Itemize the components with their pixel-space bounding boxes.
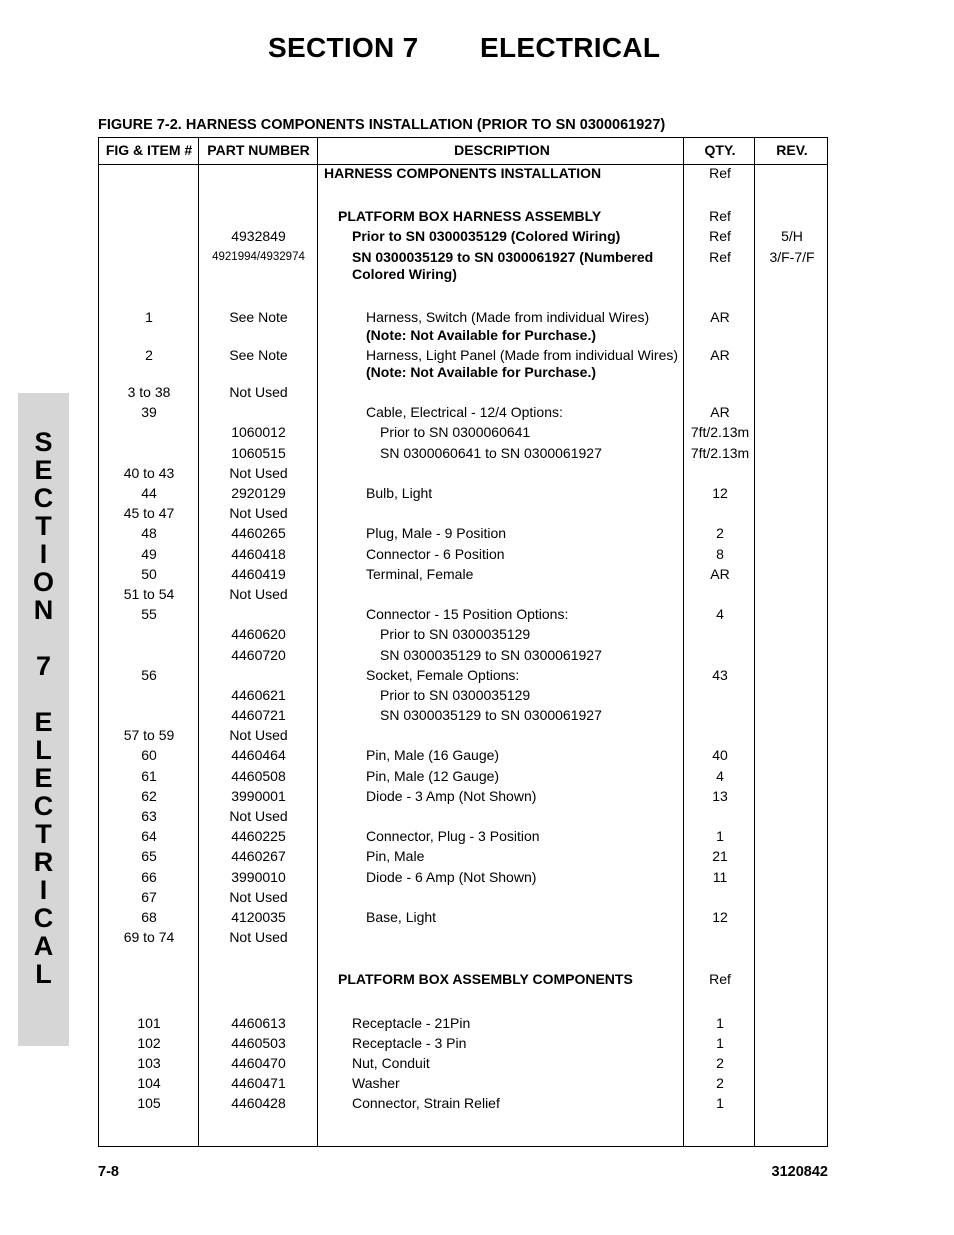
table-row [99,347,827,385]
table-row [99,747,827,767]
part-number-cell: 4460225 [231,828,286,845]
description-cell [319,869,685,887]
table-row [99,687,827,707]
table-row [99,647,827,667]
fig-item-cell: 69 to 74 [123,929,175,946]
table-row [99,424,827,444]
part-number-cell: 4932849 [231,228,286,245]
qty-cell: 1 [716,1034,724,1051]
side-tab-letter: I [39,875,48,905]
fig-item-cell: 63 [141,808,157,824]
qty-cell: 43 [712,666,728,683]
table-row [99,869,827,889]
side-tab-letter: 7 [35,651,52,681]
description-cell [319,249,685,284]
description-line: Connector - 15 Position Options: [366,606,569,623]
table-row [99,788,827,808]
description-cell [319,1055,685,1073]
side-tab-letter: T [35,819,52,849]
part-number-cell: 4460419 [231,565,286,582]
table-row [99,525,827,545]
table-row [99,485,827,505]
qty-cell: Ref [709,971,731,988]
side-tab-letter: L [35,959,52,989]
description-line: Pin, Male [366,848,425,865]
table-row [99,929,827,949]
side-tab-letter: L [35,735,52,765]
fig-item-cell: 1 [145,309,153,326]
part-number-cell: 1060515 [231,444,286,461]
description-cell [319,707,685,725]
side-tab-letter: C [33,483,54,513]
description-line: HARNESS COMPONENTS INSTALLATION [324,165,602,181]
qty-cell: AR [710,346,730,363]
description-cell [319,1075,685,1093]
fig-item-cell: 104 [137,1075,161,1092]
description-line: Connector - 6 Position [366,545,505,562]
description-cell [319,228,685,246]
fig-item-cell: 57 to 59 [123,727,175,744]
part-number-cell: 4460265 [231,525,286,542]
part-number-cell: 3990001 [231,787,286,804]
fig-item-cell: 105 [137,1095,161,1112]
description-line: SN 0300035129 to SN 0300061927 [380,707,602,724]
fig-item-cell: 64 [141,828,157,845]
fig-item-cell: 2 [145,346,153,363]
fig-item-cell: 55 [141,606,157,623]
part-number-cell: Not Used [229,384,288,401]
side-tab-letter: E [34,707,53,737]
column-header-part-number: PART NUMBER [207,142,310,158]
table-row [99,992,827,1015]
table-row [99,727,827,747]
fig-item-cell: 68 [141,908,157,925]
part-number-cell: Not Used [229,727,288,744]
description-line: Prior to SN 0300035129 (Colored Wiring) [352,228,621,245]
description-line: Connector, Strain Relief [352,1095,500,1112]
qty-cell: 1 [716,828,724,845]
description-cell [319,747,685,765]
description-cell [319,848,685,866]
part-number-cell: Not Used [229,585,288,602]
side-tab-letter: A [33,931,54,961]
fig-item-cell: 49 [141,545,157,562]
description-line: Receptacle - 3 Pin [352,1034,467,1051]
part-number-cell: 3990010 [231,868,286,885]
qty-cell: 2 [716,1054,724,1071]
description-cell [319,788,685,806]
rev-cell: 5/H [781,228,803,245]
part-number-cell: 4460508 [231,767,286,784]
description-cell [319,909,685,927]
description-line: Prior to SN 0300060641 [380,424,531,441]
description-line: Cable, Electrical - 12/4 Options: [366,404,563,421]
qty-cell: 7ft/2.13m [690,424,750,441]
part-number-cell: 4460267 [231,848,286,865]
qty-cell: 13 [712,787,728,804]
description-line: Harness, Light Panel (Made from individual Wires) [366,346,679,363]
description-line: Receptacle - 21Pin [352,1014,471,1031]
description-cell [319,1035,685,1053]
description-line: (Note: Not Available for Purchase.) [366,364,597,381]
side-tab-letter: N [33,595,54,625]
table-row [99,208,827,228]
fig-item-cell: 45 to 47 [123,505,175,522]
table-row [99,1015,827,1035]
fig-item-cell: 3 to 38 [127,384,171,401]
description-line: (Note: Not Available for Purchase.) [366,326,597,343]
fig-item-cell: 62 [141,787,157,804]
fig-item-cell: 67 [141,888,157,905]
side-tab-letter: E [34,455,53,485]
section-title [268,32,660,64]
description-cell [319,606,685,624]
part-number-cell: See Note [229,346,288,363]
description-line: Plug, Male - 9 Position [366,525,507,542]
qty-cell: AR [710,404,730,421]
qty-cell: 21 [712,848,728,865]
table-row [99,768,827,788]
table-row [99,1055,827,1075]
side-tab-letter: T [35,511,52,541]
description-cell [319,485,685,503]
table-row [99,286,827,309]
qty-cell: 1 [716,1014,724,1031]
column-header-description: DESCRIPTION [454,142,550,158]
table-row [99,626,827,646]
description-line: Colored Wiring) [352,266,457,283]
fig-item-cell: 48 [141,525,157,542]
description-line: Prior to SN 0300035129 [380,686,531,703]
fig-item-cell: 101 [137,1014,161,1031]
fig-item-cell: 44 [141,485,157,501]
qty-cell: 12 [712,485,728,501]
description-line: Bulb, Light [366,485,433,501]
table-row [99,889,827,909]
parts-table [98,137,828,1147]
description-line: SN 0300035129 to SN 0300061927 [380,646,602,663]
fig-item-cell: 56 [141,666,157,683]
description-cell [319,404,685,422]
side-tab-letter: R [33,847,54,877]
description-line: Connector, Plug - 3 Position [366,828,540,845]
table-row [99,404,827,424]
qty-cell: Ref [709,228,731,245]
part-number-cell: 4921994/4932974 [212,250,305,263]
description-cell [319,165,685,183]
description-cell [319,626,685,644]
table-row [99,546,827,566]
description-line: Pin, Male (12 Gauge) [366,767,500,784]
side-tab-letter: S [34,427,53,457]
side-tab-letter: E [34,763,53,793]
description-cell [319,687,685,705]
fig-item-cell: 66 [141,868,157,885]
table-row [99,445,827,465]
description-cell [319,1015,685,1033]
table-row [99,909,827,929]
part-number-cell: 4460428 [231,1095,286,1112]
description-cell [319,768,685,786]
part-number-cell: 4460720 [231,646,286,663]
qty-cell: 11 [712,868,728,885]
table-header [99,138,827,165]
description-cell [319,647,685,665]
description-line: Nut, Conduit [352,1054,430,1071]
side-tab-letter [18,624,69,652]
table-row [99,808,827,828]
part-number-cell: 4460503 [231,1034,286,1051]
side-tab-letter [18,680,69,708]
part-number-cell: 4460464 [231,747,286,764]
description-line: Prior to SN 0300035129 [380,626,531,643]
part-number-cell: Not Used [229,808,288,824]
description-cell [319,424,685,442]
table-row [99,1095,827,1115]
part-number-cell: 1060012 [231,424,286,441]
qty-cell: Ref [709,248,731,265]
table-row [99,566,827,586]
description-line: SN 0300060641 to SN 0300061927 [380,444,602,461]
description-cell [319,309,685,344]
qty-cell: AR [710,565,730,582]
section-name: ELECTRICAL [480,32,661,63]
description-line: Washer [352,1075,400,1092]
table-row [99,228,827,248]
description-cell [319,347,685,382]
description-line: Harness, Switch (Made from individual Wires) [366,309,650,326]
part-number-cell: Not Used [229,929,288,946]
qty-cell: 4 [716,767,724,784]
figure-title: FIGURE 7-2. HARNESS COMPONENTS INSTALLATION (PRIOR TO SN 0300061927) [98,117,666,133]
side-tab-letters [18,428,69,988]
description-cell [319,546,685,564]
table-row [99,309,827,347]
qty-cell: 40 [712,747,728,764]
part-number-cell: 4460613 [231,1014,286,1031]
fig-item-cell: 40 to 43 [123,464,175,481]
description-cell [319,208,685,226]
qty-cell: 8 [716,545,724,562]
column-header-fig-item: FIG & ITEM # [105,142,193,158]
description-line: PLATFORM BOX ASSEMBLY COMPONENTS [338,971,633,988]
qty-cell: 4 [716,606,724,623]
part-number-cell: Not Used [229,505,288,522]
table-row [99,185,827,208]
qty-cell: Ref [709,165,731,181]
qty-cell: 12 [712,908,728,925]
table-row [99,667,827,687]
description-line: PLATFORM BOX HARNESS ASSEMBLY [338,208,602,225]
table-row [99,249,827,287]
part-number-cell: 4460471 [231,1075,286,1092]
table-row [99,1035,827,1055]
fig-item-cell: 65 [141,848,157,865]
part-number-cell: Not Used [229,464,288,481]
side-tab-letter: I [39,539,48,569]
description-line: Base, Light [366,908,437,925]
description-line: SN 0300035129 to SN 0300061927 (Numbered [352,248,654,265]
document-number: 3120842 [771,1164,828,1180]
qty-cell: 1 [716,1095,724,1112]
qty-cell: 7ft/2.13m [690,444,750,461]
section-side-tab [18,393,69,1046]
qty-cell: 2 [716,525,724,542]
description-cell [319,525,685,543]
fig-item-cell: 103 [137,1054,161,1071]
fig-item-cell: 61 [141,767,157,784]
qty-cell: Ref [709,208,731,225]
table-row [99,384,827,404]
table-row [99,606,827,626]
qty-cell: 2 [716,1075,724,1092]
description-cell [319,667,685,685]
table-row [99,505,827,525]
part-number-cell: 4460418 [231,545,286,562]
table-row [99,828,827,848]
table-row [99,971,827,991]
fig-item-cell: 60 [141,747,157,764]
part-number-cell: See Note [229,309,288,326]
part-number-cell: 4460620 [231,626,286,643]
section-number: SECTION 7 [268,32,419,63]
side-tab-letter: C [33,903,54,933]
part-number-cell: 4460721 [231,707,286,724]
description-cell [319,445,685,463]
table-row [99,586,827,606]
side-tab-letter: C [33,791,54,821]
fig-item-cell: 39 [141,404,157,421]
description-cell [319,1095,685,1113]
description-cell [319,971,685,989]
description-cell [319,828,685,846]
table-row [99,1075,827,1095]
description-line: Diode - 6 Amp (Not Shown) [366,868,537,885]
description-line: Diode - 3 Amp (Not Shown) [366,787,537,804]
qty-cell: AR [710,309,730,326]
part-number-cell: 4460621 [231,686,286,703]
table-row [99,848,827,868]
table-row [99,165,827,185]
rev-cell: 3/F-7/F [769,248,815,265]
side-tab-letter: O [32,567,54,597]
column-header-rev: REV. [776,142,808,158]
part-number-cell: 4120035 [231,908,286,925]
page-number: 7-8 [98,1164,119,1180]
description-line: Socket, Female Options: [366,666,520,683]
table-row [99,949,827,971]
fig-item-cell: 51 to 54 [123,585,175,602]
description-cell [319,566,685,584]
column-header-qty: QTY. [704,142,736,158]
part-number-cell: Not Used [229,888,288,905]
fig-item-cell: 50 [141,565,157,582]
part-number-cell: 4460470 [231,1054,286,1071]
description-line: Pin, Male (16 Gauge) [366,747,500,764]
table-row [99,707,827,727]
description-line: Terminal, Female [366,565,474,582]
fig-item-cell: 102 [137,1034,161,1051]
part-number-cell: 2920129 [231,485,286,501]
table-row [99,465,827,485]
table-body [99,165,827,1115]
